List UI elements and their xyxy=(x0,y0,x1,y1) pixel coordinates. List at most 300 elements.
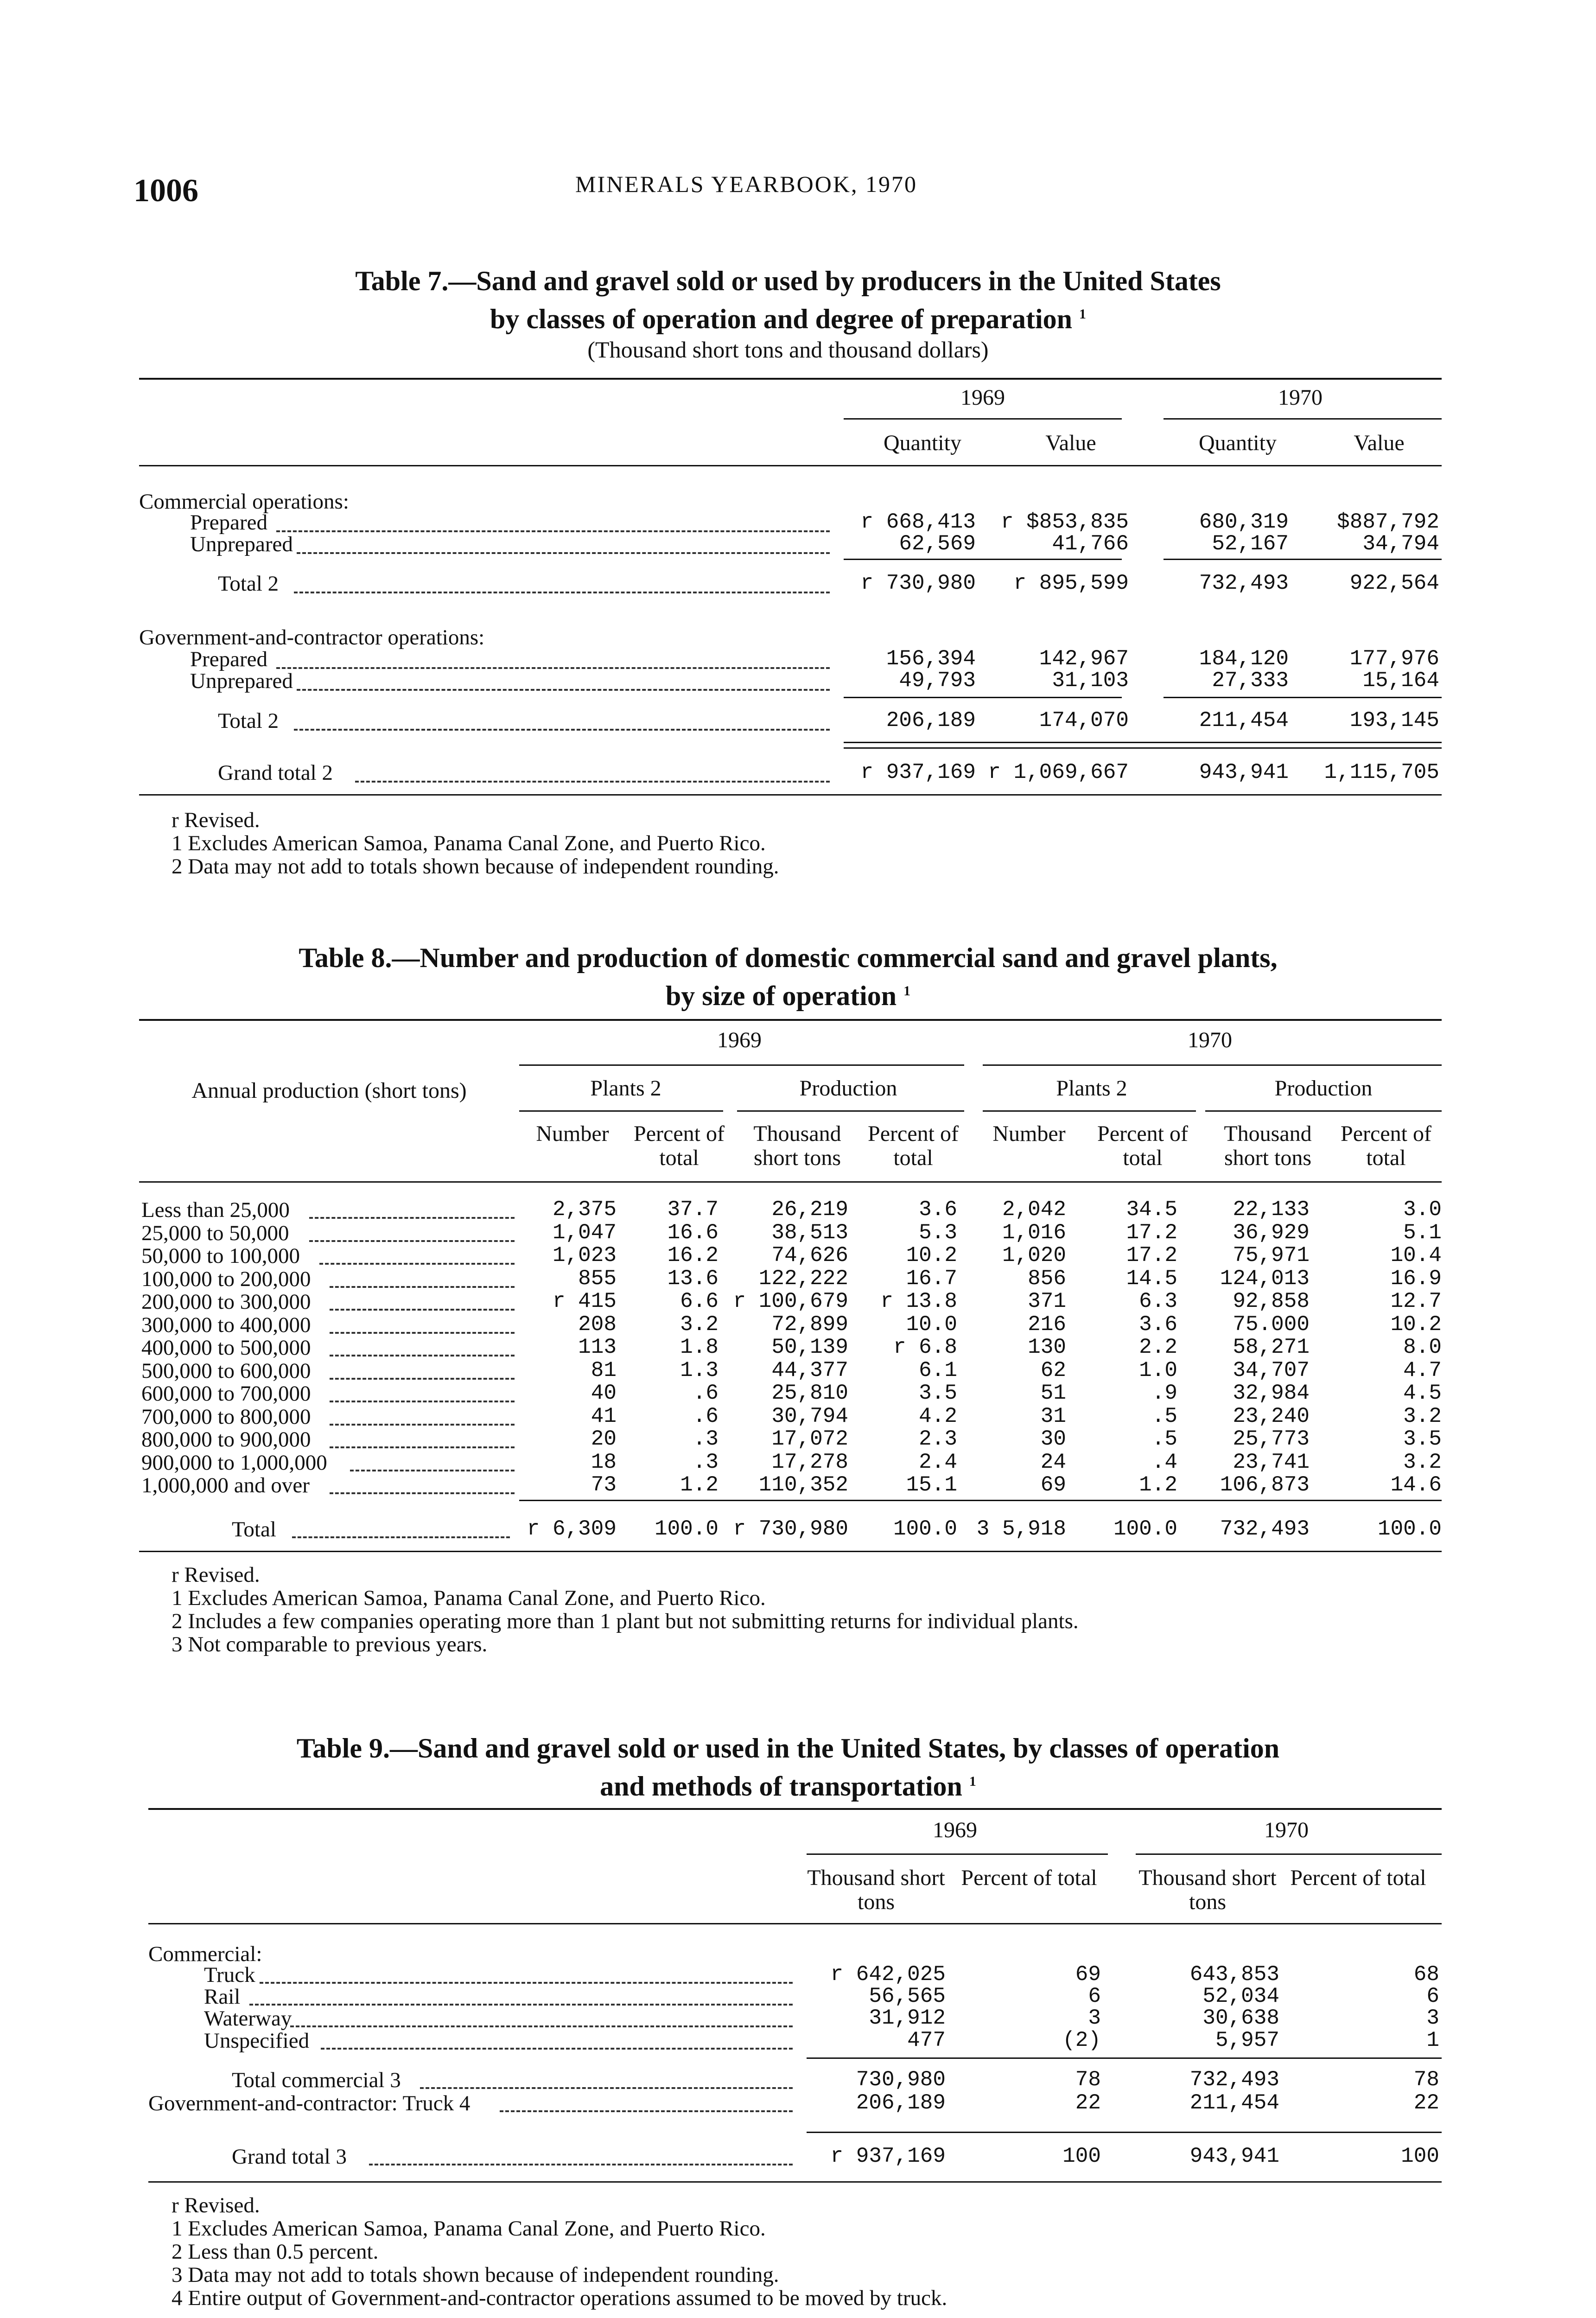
table8-cell: 122,222 xyxy=(758,1266,848,1291)
table7-year-1969: 1969 xyxy=(960,385,1005,410)
table8-total-cell: 732,493 xyxy=(1220,1517,1310,1541)
table7-row-label: Commercial operations: xyxy=(139,490,349,514)
table8-cell: 6.6 xyxy=(680,1289,719,1313)
table7-year-rule-1969 xyxy=(844,418,1122,420)
table8-total-cell: 100.0 xyxy=(1113,1517,1177,1541)
table8-row-leader xyxy=(330,1378,515,1380)
table8-cell: 2.2 xyxy=(1139,1335,1177,1359)
table7-title-sup: 1 xyxy=(1079,306,1087,322)
table8-group-plants-1969: Plants 2 xyxy=(590,1076,661,1101)
table9-header-rule xyxy=(148,1923,1442,1924)
table8-cell: 1,016 xyxy=(1002,1220,1066,1245)
table8-cell: 110,352 xyxy=(758,1473,848,1497)
table8-cell: 75,971 xyxy=(1233,1243,1310,1267)
table9-row-label: Government-and-contractor: Truck 4 xyxy=(148,2091,471,2115)
table8-row-leader xyxy=(330,1424,515,1426)
table9-cell: r 937,169 xyxy=(830,2144,946,2168)
table8-cell: 124,013 xyxy=(1220,1266,1310,1291)
table8-row-label: 1,000,000 and over xyxy=(141,1473,310,1497)
table8-row-leader xyxy=(330,1446,515,1448)
table8-cell: .4 xyxy=(1151,1450,1177,1474)
table8-cell: 10.4 xyxy=(1390,1243,1442,1267)
table8-footnote: r Revised. xyxy=(172,1563,260,1587)
table7-cell: r 730,980 xyxy=(860,571,976,595)
table8-cell: 4.2 xyxy=(919,1404,957,1428)
table7-title-line1: Table 7.—Sand and gravel sold or used by producers in the United States xyxy=(355,266,1221,296)
table9-row-leader xyxy=(260,1982,793,1984)
table8-cell: 51 xyxy=(1040,1381,1066,1405)
table8-total-cell: 3 5,918 xyxy=(976,1517,1066,1541)
table8-cell: 44,377 xyxy=(771,1358,848,1382)
table8-cell: 62 xyxy=(1040,1358,1066,1382)
table9-cell: 69 xyxy=(1075,1962,1101,1987)
table9-row-leader xyxy=(420,2087,793,2089)
table9-cell: 1 xyxy=(1426,2028,1439,2052)
table8-row-label: 100,000 to 200,000 xyxy=(141,1267,311,1291)
table9-footnote: 2 Less than 0.5 percent. xyxy=(172,2240,379,2264)
table8-header-rule xyxy=(139,1181,1442,1183)
table8-cell: 20 xyxy=(591,1427,617,1451)
table9-cell: (2) xyxy=(1062,2028,1101,2052)
table8-title-sup: 1 xyxy=(903,983,911,999)
table9-cell: 31,912 xyxy=(869,2006,946,2030)
table8-cell: .6 xyxy=(693,1404,719,1428)
table8-cell: 17,072 xyxy=(771,1427,848,1451)
table7-cell: 62,569 xyxy=(899,532,976,556)
table9-col-header: Thousand short tons xyxy=(1138,1866,1277,1914)
table7-row-leader xyxy=(294,729,830,731)
table8-cell: 34,707 xyxy=(1233,1358,1310,1382)
table8-cell: .9 xyxy=(1151,1381,1177,1405)
table9-row-leader xyxy=(500,2110,793,2112)
table8-cell: 5.3 xyxy=(919,1220,957,1245)
table7-cell: 177,976 xyxy=(1349,647,1439,671)
table9-grand-rule xyxy=(807,2132,1442,2133)
table9-row-label: Rail xyxy=(204,1985,241,2009)
table8-cell: 72,899 xyxy=(771,1312,848,1337)
table8-row-label: 800,000 to 900,000 xyxy=(141,1427,311,1452)
table7-col-value-1969: Value xyxy=(1045,431,1096,455)
table8-cell: 32,984 xyxy=(1233,1381,1310,1405)
table7-footnote: 2 Data may not add to totals shown because of independent rounding. xyxy=(172,854,779,879)
table7-cell: 206,189 xyxy=(886,708,976,732)
table9-footnote: 4 Entire output of Government-and-contractor operations assumed to be moved by truck. xyxy=(172,2286,947,2310)
table8-cell: 14.6 xyxy=(1390,1473,1442,1497)
table9-cell: 3 xyxy=(1426,2006,1439,2030)
table8-grp-rule-2 xyxy=(737,1110,964,1112)
table9-col-header: Thousand short tons xyxy=(807,1866,945,1914)
table8-cell: 1,023 xyxy=(552,1243,617,1267)
table7-cell: r $853,835 xyxy=(1000,510,1129,534)
table8-total-cell: r 730,980 xyxy=(733,1517,848,1541)
table8-cell: 1.0 xyxy=(1139,1358,1177,1382)
table8-title-line1: Table 8.—Number and production of domestic commercial sand and gravel plants, xyxy=(299,942,1278,973)
table7-bottom-rule xyxy=(139,794,1442,796)
table8-cell: 3.2 xyxy=(1403,1404,1442,1428)
table8-stub-header: Annual production (short tons) xyxy=(191,1078,467,1103)
table7-total-rule-1970b xyxy=(1164,697,1442,698)
table8-cell: 13.6 xyxy=(667,1266,719,1291)
table8-cell: 73 xyxy=(591,1473,617,1497)
table9-cell: 100 xyxy=(1401,2144,1439,2168)
table7-row-label: Prepared xyxy=(190,647,268,671)
table9-cell: 56,565 xyxy=(869,1984,946,2008)
table8-cell: 3.2 xyxy=(680,1312,719,1337)
table8-grp-rule-4 xyxy=(1205,1110,1442,1112)
table8-row-label: 500,000 to 600,000 xyxy=(141,1358,311,1383)
table7-year-1970: 1970 xyxy=(1278,385,1323,410)
table8-group-production-1969: Production xyxy=(799,1076,897,1101)
table7-row-label: Unprepared xyxy=(190,532,293,556)
table7-row-leader xyxy=(297,689,830,691)
table8-total-cell: 100.0 xyxy=(654,1517,719,1541)
table8-cell: 10.2 xyxy=(906,1243,957,1267)
table8-col-header: Number xyxy=(536,1121,609,1146)
table8-row-leader xyxy=(350,1470,515,1471)
table8-cell: 2,042 xyxy=(1002,1197,1066,1222)
table8-cell: 69 xyxy=(1040,1473,1066,1497)
table8-grp-rule-3 xyxy=(983,1110,1196,1112)
table8-cell: 38,513 xyxy=(771,1220,848,1245)
table8-cell: 58,271 xyxy=(1233,1335,1310,1359)
table8-col-header: Percent of total xyxy=(1341,1121,1431,1170)
table7-total-rule-1969b xyxy=(844,697,1122,698)
table8-row-label: 400,000 to 500,000 xyxy=(141,1336,311,1360)
table8-cell: 50,139 xyxy=(771,1335,848,1359)
table8-total-label: Total xyxy=(232,1517,276,1541)
table8-footnote: 2 Includes a few companies operating more than 1 plant but not submitting returns for individual plants. xyxy=(172,1609,1079,1633)
page-number: 1006 xyxy=(134,173,198,209)
table7-row-label: Unprepared xyxy=(190,669,293,693)
table9-col-header: Percent of total xyxy=(961,1866,1097,1890)
table8-total-cell: 100.0 xyxy=(893,1517,957,1541)
table9-row-label: Grand total 3 xyxy=(232,2145,347,2169)
table8-cell: 92,858 xyxy=(1233,1289,1310,1313)
table7-year-rule-1970 xyxy=(1164,418,1442,420)
table8-cell: 36,929 xyxy=(1233,1220,1310,1245)
table9-cell: 52,034 xyxy=(1202,1984,1279,2008)
table9-cell: 78 xyxy=(1413,2068,1439,2092)
table8-cell: 10.2 xyxy=(1390,1312,1442,1337)
table8-cell: 25,773 xyxy=(1233,1427,1310,1451)
table8-footnote: 1 Excludes American Samoa, Panama Canal Zone, and Puerto Rico. xyxy=(172,1586,766,1610)
table8-cell: 30 xyxy=(1040,1427,1066,1451)
table8-cell: 6.1 xyxy=(919,1358,957,1382)
table8-total-rule xyxy=(519,1500,1442,1501)
table7-cell: r 895,599 xyxy=(1013,571,1129,595)
running-head: MINERALS YEARBOOK, 1970 xyxy=(575,171,917,197)
table8-cell: 106,873 xyxy=(1220,1473,1310,1497)
table7-cell: r 1,069,667 xyxy=(988,760,1129,784)
table8-cell: 24 xyxy=(1040,1450,1066,1474)
table9-row-label: Waterway xyxy=(204,2006,292,2031)
table8-cell: 16.2 xyxy=(667,1243,719,1267)
table7-cell: 49,793 xyxy=(899,669,976,693)
table9-row-label: Commercial: xyxy=(148,1942,262,1966)
table9-cell: 68 xyxy=(1413,1962,1439,1987)
table8-cell: 17.2 xyxy=(1126,1220,1177,1245)
table8-row-leader xyxy=(330,1401,515,1402)
table8-cell: 18 xyxy=(591,1450,617,1474)
table8-cell: 17,278 xyxy=(771,1450,848,1474)
table9-cell: 22 xyxy=(1413,2091,1439,2115)
table8-cell: 1,020 xyxy=(1002,1243,1066,1267)
table7-col-quantity-1969: Quantity xyxy=(884,431,961,455)
table7-footnote: r Revised. xyxy=(172,808,260,832)
table9-row-label: Total commercial 3 xyxy=(232,2068,401,2092)
table8-cell: 31 xyxy=(1040,1404,1066,1428)
table8-cell: r 100,679 xyxy=(733,1289,848,1313)
table8-cell: 25,810 xyxy=(771,1381,848,1405)
table8-cell: 1.8 xyxy=(680,1335,719,1359)
table8-col-header: Percent of total xyxy=(634,1121,725,1170)
table8-cell: 41 xyxy=(591,1404,617,1428)
table8-cell: 4.7 xyxy=(1403,1358,1442,1382)
table8-col-header: Number xyxy=(992,1121,1066,1146)
table8-cell: 16.7 xyxy=(906,1266,957,1291)
table7-cell: 41,766 xyxy=(1052,532,1129,556)
table8-row-label: 50,000 to 100,000 xyxy=(141,1244,300,1268)
table9-row-leader xyxy=(290,2025,793,2027)
table8-cell: 6.3 xyxy=(1139,1289,1177,1313)
table8-cell: 2.4 xyxy=(919,1450,957,1474)
table9-cell: 5,957 xyxy=(1215,2028,1279,2052)
table8-year-rule-1969 xyxy=(519,1064,964,1066)
table9-title xyxy=(139,1732,1437,1803)
table9-cell: 22 xyxy=(1075,2091,1101,2115)
table9-cell: 477 xyxy=(907,2028,946,2052)
table9-footnote: 1 Excludes American Samoa, Panama Canal Zone, and Puerto Rico. xyxy=(172,2216,766,2241)
table7-cell: 1,115,705 xyxy=(1324,760,1439,784)
table8-cell: 1.3 xyxy=(680,1358,719,1382)
table7-cell: 193,145 xyxy=(1349,708,1439,732)
table7-cell: 211,454 xyxy=(1199,708,1289,732)
table9-row-leader xyxy=(321,2048,793,2050)
table7-title-line2: by classes of operation and degree of preparation xyxy=(490,304,1073,334)
table8-row-label: 25,000 to 50,000 xyxy=(141,1221,289,1245)
table7-cell: 156,394 xyxy=(886,647,976,671)
table7-cell: 15,164 xyxy=(1362,669,1439,693)
table9-cell: 730,980 xyxy=(856,2068,946,2092)
table8-cell: 856 xyxy=(1028,1266,1066,1291)
table8-cell: 14.5 xyxy=(1126,1266,1177,1291)
table8-cell: .6 xyxy=(693,1381,719,1405)
table8-cell: .3 xyxy=(693,1450,719,1474)
table7-cell: 680,319 xyxy=(1199,510,1289,534)
table9-cell: 3 xyxy=(1088,2006,1101,2030)
table8-row-leader xyxy=(330,1286,515,1288)
table8-total-cell: r 6,309 xyxy=(527,1517,617,1541)
table9-title-sup: 1 xyxy=(969,1774,976,1789)
table8-group-production-1970: Production xyxy=(1274,1076,1373,1101)
table7-cell: 184,120 xyxy=(1199,647,1289,671)
table7-cell: 732,493 xyxy=(1199,571,1289,595)
table9-row-label: Truck xyxy=(204,1963,255,1987)
table8-cell: 26,219 xyxy=(771,1197,848,1222)
table8-row-label: Less than 25,000 xyxy=(141,1198,290,1222)
table7-total-rule-1969 xyxy=(844,559,1122,560)
table9-year-rule-1969 xyxy=(807,1853,1108,1855)
table8-top-rule xyxy=(139,1019,1442,1021)
table7-cell: 34,794 xyxy=(1362,532,1439,556)
table7-row-leader xyxy=(294,592,830,593)
table8-cell: 81 xyxy=(591,1358,617,1382)
table8-cell: r 13.8 xyxy=(880,1289,957,1313)
table8-year-1970: 1970 xyxy=(1188,1028,1232,1052)
table8-cell: 4.5 xyxy=(1403,1381,1442,1405)
table8-cell: 37.7 xyxy=(667,1197,719,1222)
table7-cell: r 937,169 xyxy=(860,760,976,784)
table9-top-rule xyxy=(148,1808,1442,1810)
table9-cell: 943,941 xyxy=(1189,2144,1279,2168)
table8-cell: 22,133 xyxy=(1233,1197,1310,1222)
table8-year-1969: 1969 xyxy=(717,1028,762,1052)
table9-year-rule-1970 xyxy=(1136,1853,1442,1855)
table7-row-label: Total 2 xyxy=(218,572,279,596)
table8-row-leader xyxy=(330,1332,515,1334)
table7-row-label: Government-and-contractor operations: xyxy=(139,625,485,650)
table7-cell: r 668,413 xyxy=(860,510,976,534)
table8-cell: 75.000 xyxy=(1233,1312,1310,1337)
table8-cell: 3.6 xyxy=(1139,1312,1177,1337)
table9-cell: 6 xyxy=(1426,1984,1439,2008)
table9-cell: 206,189 xyxy=(856,2091,946,2115)
table8-row-label: 900,000 to 1,000,000 xyxy=(141,1450,327,1475)
table7-units: (Thousand short tons and thousand dollars) xyxy=(587,337,989,363)
table7-row-leader xyxy=(297,552,830,554)
table8-cell: 371 xyxy=(1028,1289,1066,1313)
table8-group-plants-1970: Plants 2 xyxy=(1056,1076,1127,1101)
table7-cell: 174,070 xyxy=(1039,708,1129,732)
table8-cell: 3.6 xyxy=(919,1197,957,1222)
table9-cell: 211,454 xyxy=(1189,2091,1279,2115)
table7-col-quantity-1970: Quantity xyxy=(1199,431,1277,455)
table8-cell: 34.5 xyxy=(1126,1197,1177,1222)
table9-year-1969: 1969 xyxy=(933,1818,977,1842)
table7-cell: 943,941 xyxy=(1199,760,1289,784)
table9-year-1970: 1970 xyxy=(1264,1818,1309,1842)
table8-row-label: 600,000 to 700,000 xyxy=(141,1382,311,1406)
table8-grp-rule-1 xyxy=(519,1110,723,1112)
table7-header-rule xyxy=(139,465,1442,466)
table8-col-header: Percent of total xyxy=(868,1121,959,1170)
table8-cell: 113 xyxy=(578,1335,617,1359)
table8-cell: .5 xyxy=(1151,1427,1177,1451)
table8-cell: 10.0 xyxy=(906,1312,957,1337)
table8-cell: r 415 xyxy=(552,1289,617,1313)
table8-cell: 23,741 xyxy=(1233,1450,1310,1474)
table7-row-label: Prepared xyxy=(190,510,268,535)
table8-cell: 74,626 xyxy=(771,1243,848,1267)
table7-grand-rule-b xyxy=(844,747,1442,749)
table8-col-header: Percent of total xyxy=(1097,1121,1188,1170)
table7-cell: 27,333 xyxy=(1212,669,1289,693)
table8-row-leader xyxy=(309,1217,515,1219)
table8-cell: 8.0 xyxy=(1403,1335,1442,1359)
table9-row-leader xyxy=(249,2004,793,2006)
table7-total-rule-1970 xyxy=(1164,559,1442,560)
table9-cell: 732,493 xyxy=(1189,2068,1279,2092)
table7-row-leader xyxy=(355,781,830,783)
table9-total-rule xyxy=(807,2057,1442,2059)
table9-bottom-rule xyxy=(148,2181,1442,2183)
table8-cell: 30,794 xyxy=(771,1404,848,1428)
table8-cell: r 6.8 xyxy=(893,1335,957,1359)
table8-row-label: 300,000 to 400,000 xyxy=(141,1312,311,1337)
table9-cell: 100 xyxy=(1062,2144,1101,2168)
table8-col-header: Thousand short tons xyxy=(1224,1121,1312,1170)
table7-cell: 31,103 xyxy=(1052,669,1129,693)
table8-title-line2: by size of operation xyxy=(665,981,897,1011)
table8-row-leader xyxy=(330,1355,515,1356)
table8-year-rule-1970 xyxy=(983,1064,1442,1066)
table8-cell: 2.3 xyxy=(919,1427,957,1451)
table8-cell: 855 xyxy=(578,1266,617,1291)
table8-cell: .5 xyxy=(1151,1404,1177,1428)
table9-footnote: 3 Data may not add to totals shown because of independent rounding. xyxy=(172,2263,779,2287)
table8-cell: 130 xyxy=(1028,1335,1066,1359)
table9-title-line2: and methods of transportation xyxy=(600,1771,962,1802)
table8-cell: 16.6 xyxy=(667,1220,719,1245)
table8-row-label: 200,000 to 300,000 xyxy=(141,1290,311,1314)
table9-row-leader xyxy=(369,2164,793,2165)
table7-col-value-1970: Value xyxy=(1354,431,1405,455)
table9-cell: 78 xyxy=(1075,2068,1101,2092)
table7-grand-rule-a xyxy=(844,742,1442,743)
table9-cell: 643,853 xyxy=(1189,1962,1279,1987)
table9-col-header: Percent of total xyxy=(1290,1866,1426,1890)
table9-cell: r 642,025 xyxy=(830,1962,946,1987)
table8-cell: 17.2 xyxy=(1126,1243,1177,1267)
table8-row-leader xyxy=(330,1492,515,1494)
table7-top-rule xyxy=(139,378,1442,380)
table8-cell: 3.2 xyxy=(1403,1450,1442,1474)
table8-footnote: 3 Not comparable to previous years. xyxy=(172,1632,488,1656)
table8-cell: 3.0 xyxy=(1403,1197,1442,1222)
table8-row-leader xyxy=(330,1309,515,1311)
table7-row-leader xyxy=(276,530,830,532)
table9-cell: 6 xyxy=(1088,1984,1101,2008)
table8-cell: 216 xyxy=(1028,1312,1066,1337)
table7-footnote: 1 Excludes American Samoa, Panama Canal Zone, and Puerto Rico. xyxy=(172,831,766,855)
table9-cell: 30,638 xyxy=(1202,2006,1279,2030)
table8-cell: 15.1 xyxy=(906,1473,957,1497)
table8-cell: 2,375 xyxy=(552,1197,617,1222)
table7-title xyxy=(139,264,1437,336)
table8-cell: 3.5 xyxy=(1403,1427,1442,1451)
table7-cell: 142,967 xyxy=(1039,647,1129,671)
table7-row-label: Grand total 2 xyxy=(218,761,333,785)
table8-cell: 1.2 xyxy=(680,1473,719,1497)
table8-cell: 5.1 xyxy=(1403,1220,1442,1245)
table8-row-leader xyxy=(319,1263,515,1265)
table7-cell: 52,167 xyxy=(1212,532,1289,556)
table8-row-leader xyxy=(309,1240,515,1242)
table8-cell: 208 xyxy=(578,1312,617,1337)
table9-row-label: Unspecified xyxy=(204,2029,310,2053)
table8-total-leader xyxy=(292,1536,510,1538)
table7-cell: 922,564 xyxy=(1349,571,1439,595)
table9-title-line1: Table 9.—Sand and gravel sold or used in the United States, by classes of operation xyxy=(296,1733,1280,1764)
table8-cell: 40 xyxy=(591,1381,617,1405)
table8-cell: 1,047 xyxy=(552,1220,617,1245)
table9-footnote: r Revised. xyxy=(172,2193,260,2217)
table7-row-leader xyxy=(276,667,830,669)
table8-col-header: Thousand short tons xyxy=(753,1121,841,1170)
table8-bottom-rule xyxy=(139,1551,1442,1552)
table8-title xyxy=(139,941,1437,1013)
table8-cell: 3.5 xyxy=(919,1381,957,1405)
